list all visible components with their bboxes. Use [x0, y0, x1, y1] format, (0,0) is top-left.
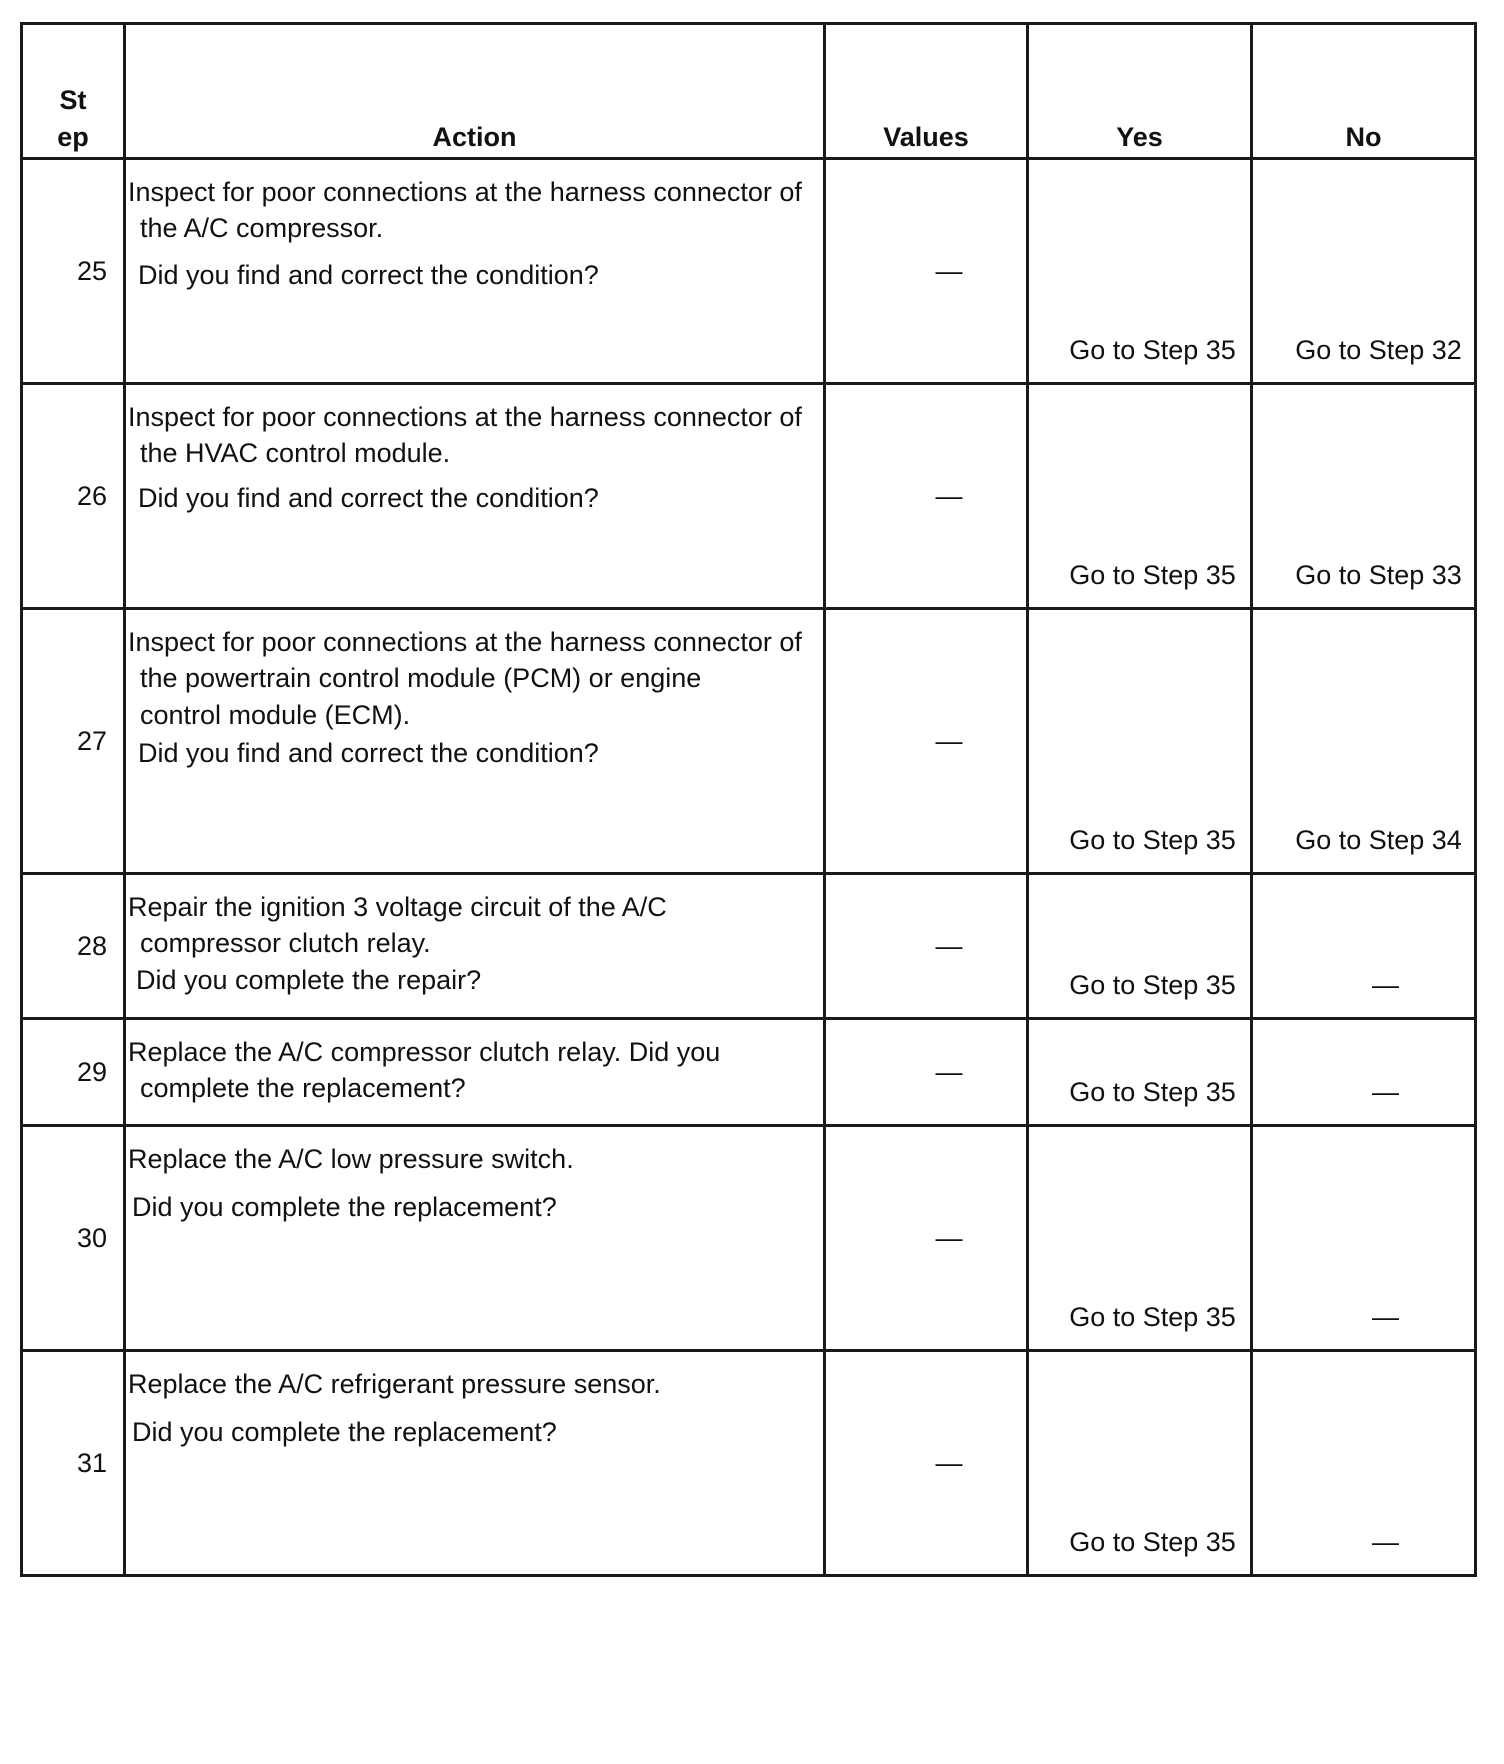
- yes-cell: [1028, 1351, 1252, 1576]
- action-cell: [125, 159, 825, 384]
- action-line: Did you find and correct the condition?: [138, 482, 599, 513]
- values-cell: [825, 1019, 1028, 1126]
- no-cell: [1252, 874, 1476, 1019]
- action-line: control module (ECM).: [140, 699, 411, 730]
- yes-text: Go to Step 35: [1069, 969, 1236, 1000]
- header-step-line1: St: [59, 85, 87, 116]
- no-text: Go to Step 33: [1295, 559, 1462, 590]
- action-line: Inspect for poor connections at the harness connector of: [128, 177, 802, 207]
- values-text: —: [935, 1056, 963, 1087]
- no-text: Go to Step 32: [1295, 334, 1462, 365]
- step-number: 29: [22, 1019, 125, 1126]
- action-line: Did you find and correct the condition?: [138, 738, 599, 769]
- table-row: [22, 1019, 1476, 1126]
- action-cell: [125, 609, 825, 874]
- no-cell: [1252, 384, 1476, 609]
- yes-cell: [1028, 874, 1252, 1019]
- values-text: —: [935, 1447, 963, 1478]
- action-line: Did you complete the repair?: [136, 964, 482, 995]
- values-text: —: [935, 930, 963, 961]
- step-number: 26: [22, 384, 125, 609]
- action-line: Did you complete the replacement?: [132, 1417, 557, 1448]
- no-text: —: [1372, 1076, 1399, 1107]
- action-line: the A/C compressor.: [140, 213, 384, 244]
- action-line: Replace the A/C compressor clutch relay. Did you: [128, 1037, 721, 1067]
- yes-cell: [1028, 1126, 1252, 1351]
- table-row: [22, 384, 1476, 609]
- values-cell: [825, 1351, 1028, 1576]
- step-number: 28: [22, 874, 125, 1019]
- action-line: Inspect for poor connections at the harness connector of: [128, 402, 802, 432]
- action-line: Replace the A/C low pressure switch.: [128, 1144, 574, 1174]
- no-cell: [1252, 159, 1476, 384]
- table-row: [22, 874, 1476, 1019]
- action-line: Did you complete the replacement?: [132, 1192, 557, 1223]
- no-text: Go to Step 34: [1295, 824, 1462, 855]
- header-action: Action: [125, 24, 825, 159]
- yes-cell: [1028, 159, 1252, 384]
- table-body: [22, 159, 1476, 1576]
- yes-text: Go to Step 35: [1069, 334, 1236, 365]
- no-cell: [1252, 609, 1476, 874]
- header-step-line2: ep: [57, 121, 89, 152]
- action-line: Repair the ignition 3 voltage circuit of the A/C: [128, 892, 667, 922]
- no-text: —: [1372, 1301, 1399, 1332]
- values-cell: [825, 159, 1028, 384]
- diagnostic-table: [20, 22, 1477, 1577]
- no-cell: [1252, 1019, 1476, 1126]
- step-number: 31: [22, 1351, 125, 1576]
- values-text: —: [935, 255, 963, 286]
- values-cell: [825, 384, 1028, 609]
- action-line: the HVAC control module.: [140, 438, 451, 469]
- step-number: 25: [22, 159, 125, 384]
- yes-text: Go to Step 35: [1069, 1526, 1236, 1557]
- no-text: —: [1372, 969, 1399, 1000]
- yes-text: Go to Step 35: [1069, 824, 1236, 855]
- header-no: No: [1252, 24, 1476, 159]
- no-text: —: [1372, 1526, 1399, 1557]
- action-cell: [125, 384, 825, 609]
- table-row: [22, 159, 1476, 384]
- header-values: Values: [825, 24, 1028, 159]
- action-line: Inspect for poor connections at the harness connector of: [128, 627, 802, 657]
- step-number: 30: [22, 1126, 125, 1351]
- yes-cell: [1028, 384, 1252, 609]
- table-row: [22, 1126, 1476, 1351]
- values-text: —: [935, 480, 963, 511]
- action-cell: [125, 1019, 825, 1126]
- table-row: [22, 1351, 1476, 1576]
- step-number: 27: [22, 609, 125, 874]
- action-cell: [125, 1351, 825, 1576]
- table-row: [22, 609, 1476, 874]
- action-line: the powertrain control module (PCM) or engine: [140, 663, 702, 694]
- action-line: Replace the A/C refrigerant pressure sensor.: [128, 1369, 661, 1399]
- header-yes: Yes: [1028, 24, 1252, 159]
- action-line: compressor clutch relay.: [140, 928, 431, 959]
- action-cell: [125, 1126, 825, 1351]
- yes-text: Go to Step 35: [1069, 1301, 1236, 1332]
- action-line: complete the replacement?: [140, 1073, 466, 1104]
- yes-cell: [1028, 609, 1252, 874]
- action-cell: [125, 874, 825, 1019]
- values-cell: [825, 609, 1028, 874]
- header-step: [22, 24, 125, 159]
- no-cell: [1252, 1351, 1476, 1576]
- yes-text: Go to Step 35: [1069, 1076, 1236, 1107]
- values-text: —: [935, 725, 963, 756]
- header-row: [22, 24, 1476, 159]
- yes-text: Go to Step 35: [1069, 559, 1236, 590]
- no-cell: [1252, 1126, 1476, 1351]
- values-cell: [825, 874, 1028, 1019]
- action-line: Did you find and correct the condition?: [138, 259, 599, 290]
- yes-cell: [1028, 1019, 1252, 1126]
- values-text: —: [935, 1222, 963, 1253]
- values-cell: [825, 1126, 1028, 1351]
